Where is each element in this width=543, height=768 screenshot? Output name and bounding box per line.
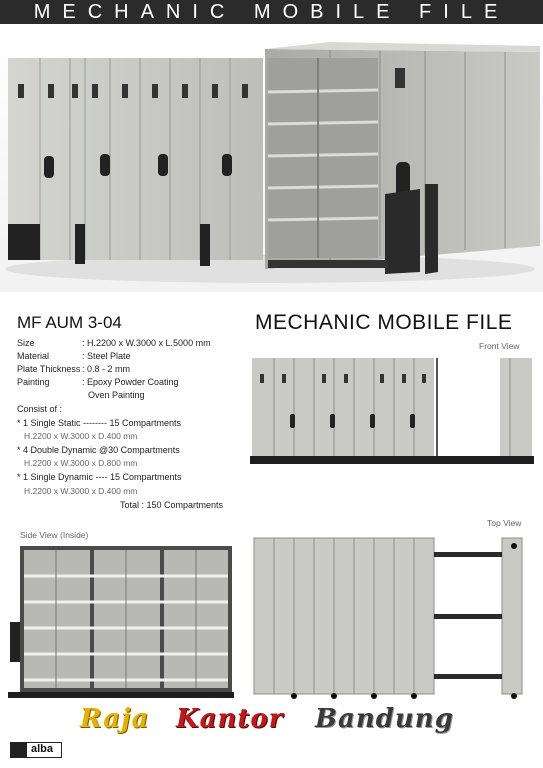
hero-image xyxy=(0,24,543,292)
spec-key: Painting xyxy=(17,377,50,387)
spec-value: Oven Painting xyxy=(88,390,145,400)
front-view-label: Front View xyxy=(479,341,520,351)
side-view-drawing xyxy=(6,544,236,700)
spec-row xyxy=(17,338,211,348)
spec-key: Plate Thickness xyxy=(17,364,81,374)
consist-item: * 4 Double Dynamic @30 Compartments xyxy=(17,445,180,455)
product-code: MF AUM 3-04 xyxy=(17,313,122,332)
spec-key: Material xyxy=(17,351,50,361)
brand-word-kantor: Kantor xyxy=(176,704,284,734)
spec-value: : Steel Plate xyxy=(82,351,131,361)
header-bar xyxy=(0,0,543,24)
product-name: MECHANIC MOBILE FILE xyxy=(255,311,513,334)
spec-value: : 0.8 - 2 mm xyxy=(82,364,131,374)
consist-dims: H.2200 x W.3000 x D.800 mm xyxy=(24,458,138,468)
top-view-drawing xyxy=(250,532,535,702)
spec-row xyxy=(17,377,179,387)
side-view-label: Side View (Inside) xyxy=(20,530,89,540)
consist-heading: Consist of : xyxy=(17,404,63,414)
alba-logo-text: alba xyxy=(31,743,54,755)
alba-logo-mark-icon xyxy=(11,743,27,757)
consist-dims: H.2200 x W.3000 x D.400 mm xyxy=(24,486,138,496)
spec-value: : H.2200 x W.3000 x L.5000 mm xyxy=(82,338,211,348)
spec-row xyxy=(17,351,131,361)
spec-value: : Epoxy Powder Coating xyxy=(82,377,179,387)
spec-row xyxy=(17,364,130,374)
alba-logo xyxy=(10,742,62,758)
consist-dims: H.2200 x W.3000 x D.400 mm xyxy=(24,431,138,441)
top-view-label: Top View xyxy=(487,518,522,528)
front-view-drawing xyxy=(250,354,535,468)
spec-row xyxy=(88,390,145,400)
consist-item: * 1 Single Dynamic ---- 15 Compartments xyxy=(17,472,182,482)
spec-key: Size xyxy=(17,338,35,348)
header-title: MECHANIC MOBILE FILE xyxy=(33,1,510,23)
mobile-file-render xyxy=(0,24,543,292)
brand-word-raja: Raja xyxy=(80,704,150,734)
brand-word-bandung: Bandung xyxy=(315,704,454,734)
total-compartments: Total : 150 Compartments xyxy=(120,500,224,510)
consist-item: * 1 Single Static -------- 15 Compartments xyxy=(17,418,182,428)
